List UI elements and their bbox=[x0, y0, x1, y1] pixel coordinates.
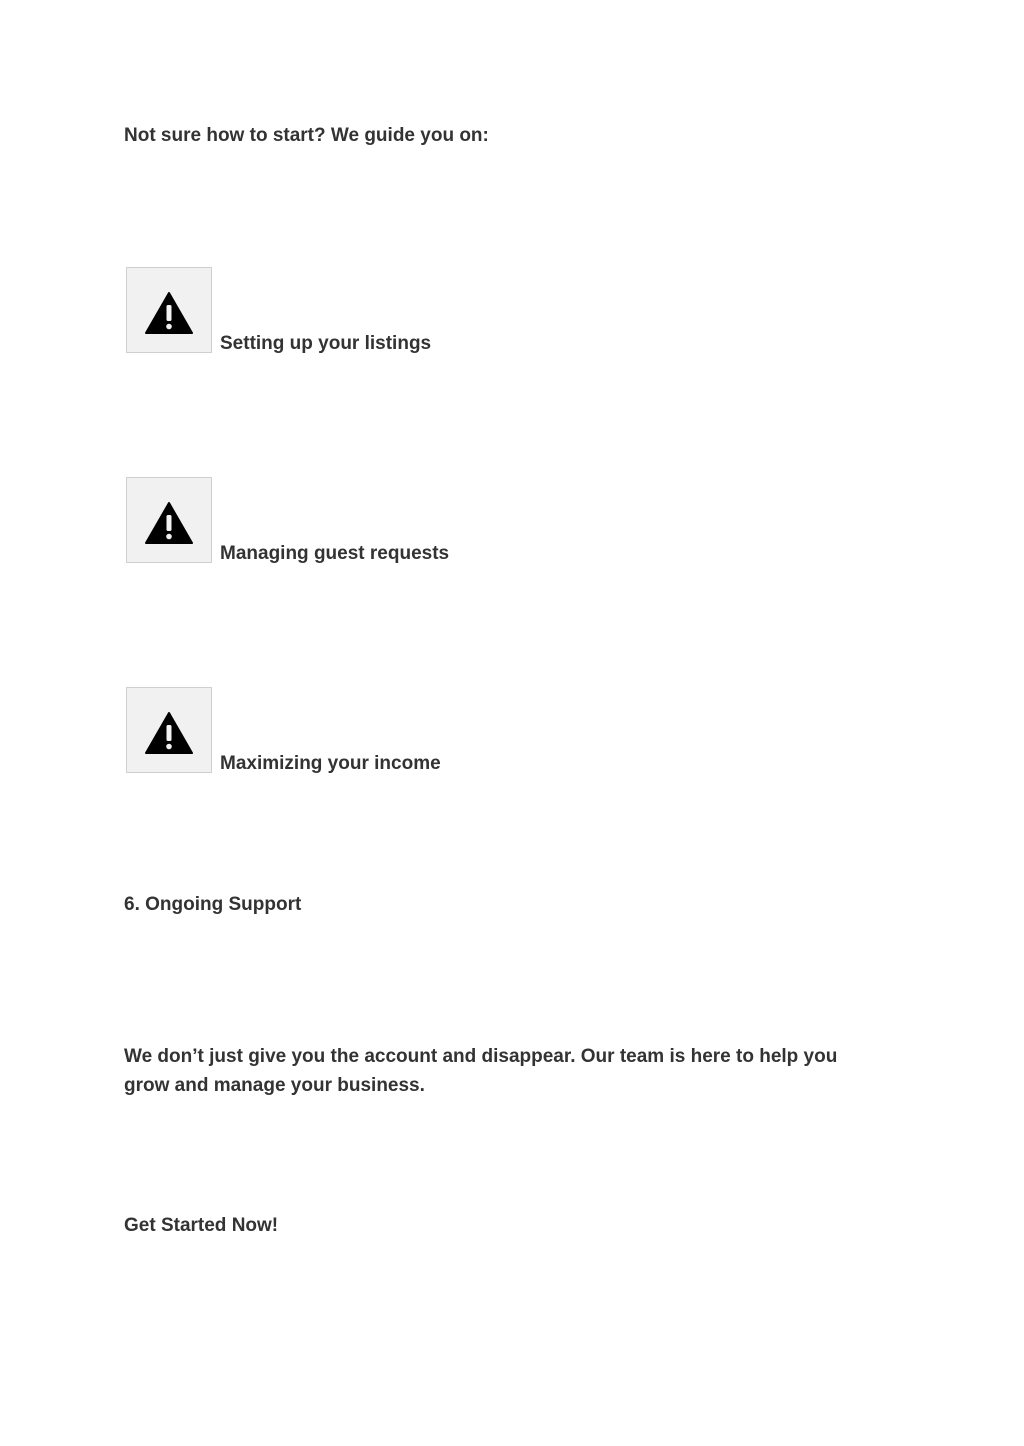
warning-icon bbox=[126, 477, 212, 563]
guide-item-listings bbox=[126, 265, 431, 353]
warning-icon bbox=[126, 267, 212, 353]
cta-text: Get Started Now! bbox=[124, 1215, 279, 1236]
guide-item-label: Managing guest requests bbox=[220, 543, 450, 564]
warning-triangle-icon bbox=[145, 501, 193, 545]
section-heading: 6. Ongoing Support bbox=[124, 894, 302, 915]
guide-item-guest-requests bbox=[126, 475, 449, 563]
guide-item-label: Maximizing your income bbox=[220, 753, 441, 774]
section-body: We don’t just give you the account and disappear. Our team is here to help you grow and manage your business. bbox=[124, 1046, 838, 1096]
warning-triangle-icon bbox=[145, 291, 193, 335]
guide-item-label: Setting up your listings bbox=[220, 333, 432, 354]
warning-icon bbox=[126, 687, 212, 773]
guide-item-income bbox=[126, 685, 441, 773]
warning-triangle-icon bbox=[145, 711, 193, 755]
intro-text: Not sure how to start? We guide you on: bbox=[124, 125, 489, 146]
